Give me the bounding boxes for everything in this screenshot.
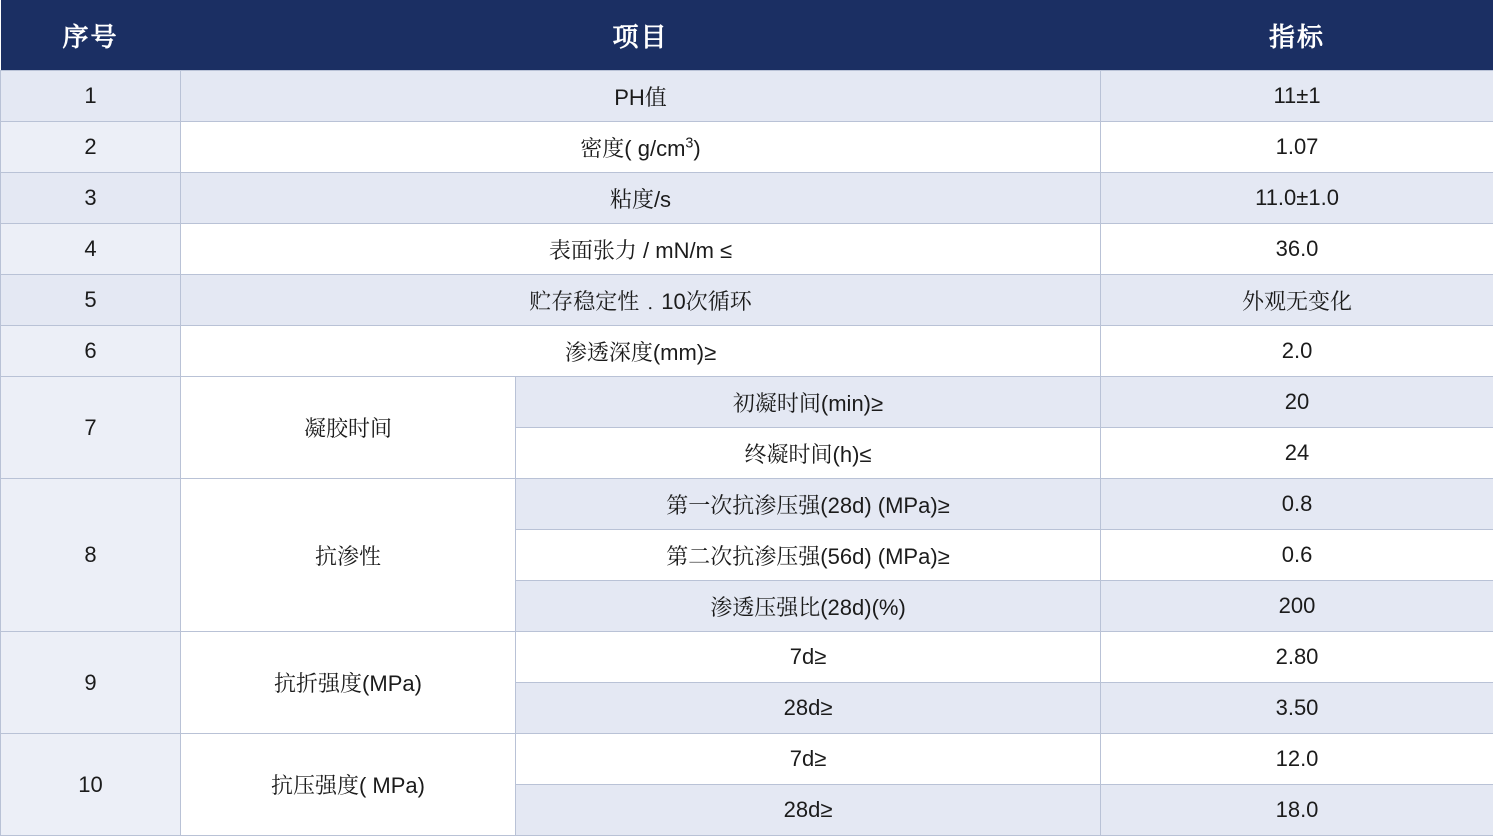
row-item: 7d≥ — [516, 632, 1101, 683]
row-item: 7d≥ — [516, 734, 1101, 785]
table-row — [1, 122, 1493, 173]
row-value: 11±1 — [1101, 71, 1493, 122]
table-row — [1, 224, 1493, 275]
row-item — [181, 122, 1101, 173]
table-row — [1, 734, 1493, 785]
row-value: 2.0 — [1101, 326, 1493, 377]
table-row — [1, 71, 1493, 122]
row-item: 粘度/s — [181, 173, 1101, 224]
row-value: 12.0 — [1101, 734, 1493, 785]
row-item: 第一次抗渗压强(28d) (MPa)≥ — [516, 479, 1101, 530]
row-value: 20 — [1101, 377, 1493, 428]
row-no: 5 — [1, 275, 181, 326]
row-no: 6 — [1, 326, 181, 377]
row-item: 第二次抗渗压强(56d) (MPa)≥ — [516, 530, 1101, 581]
row-value: 1.07 — [1101, 122, 1493, 173]
table-row — [1, 326, 1493, 377]
row-no: 1 — [1, 71, 181, 122]
row-no: 10 — [1, 734, 181, 836]
row-value: 外观无变化 — [1101, 275, 1493, 326]
row-value: 11.0±1.0 — [1101, 173, 1493, 224]
group-label: 抗折强度(MPa) — [181, 632, 516, 734]
header-row — [1, 0, 1493, 71]
row-value: 36.0 — [1101, 224, 1493, 275]
row-no: 8 — [1, 479, 181, 632]
table-header — [1, 0, 1493, 71]
row-no: 7 — [1, 377, 181, 479]
row-item: 终凝时间(h)≤ — [516, 428, 1101, 479]
row-item: 渗透压强比(28d)(%) — [516, 581, 1101, 632]
group-label: 抗渗性 — [181, 479, 516, 632]
row-no: 2 — [1, 122, 181, 173]
row-value: 24 — [1101, 428, 1493, 479]
row-value: 0.8 — [1101, 479, 1493, 530]
row-item: 初凝时间(min)≥ — [516, 377, 1101, 428]
row-value: 3.50 — [1101, 683, 1493, 734]
row-item: 28d≥ — [516, 683, 1101, 734]
table-row — [1, 275, 1493, 326]
row-item: 表面张力 / mN/m ≤ — [181, 224, 1101, 275]
table-row — [1, 377, 1493, 428]
row-no: 9 — [1, 632, 181, 734]
row-value: 2.80 — [1101, 632, 1493, 683]
row-value: 200 — [1101, 581, 1493, 632]
row-item-superscript: 3 — [685, 135, 693, 151]
table-row — [1, 173, 1493, 224]
row-item: 28d≥ — [516, 785, 1101, 836]
table-body — [1, 71, 1493, 836]
header-no: 序号 — [1, 0, 181, 71]
header-item: 项目 — [181, 0, 1101, 71]
group-label: 抗压强度( MPa) — [181, 734, 516, 836]
row-item: 贮存稳定性﹒10次循环 — [181, 275, 1101, 326]
group-label: 凝胶时间 — [181, 377, 516, 479]
row-value: 18.0 — [1101, 785, 1493, 836]
row-no: 3 — [1, 173, 181, 224]
row-no: 4 — [1, 224, 181, 275]
row-item-text: 密度( g/cm — [580, 136, 685, 161]
row-item: PH值 — [181, 71, 1101, 122]
header-value: 指标 — [1101, 0, 1493, 71]
table-row — [1, 632, 1493, 683]
row-item-text-post: ) — [693, 136, 700, 161]
row-item: 渗透深度(mm)≥ — [181, 326, 1101, 377]
row-value: 0.6 — [1101, 530, 1493, 581]
table-row — [1, 479, 1493, 530]
